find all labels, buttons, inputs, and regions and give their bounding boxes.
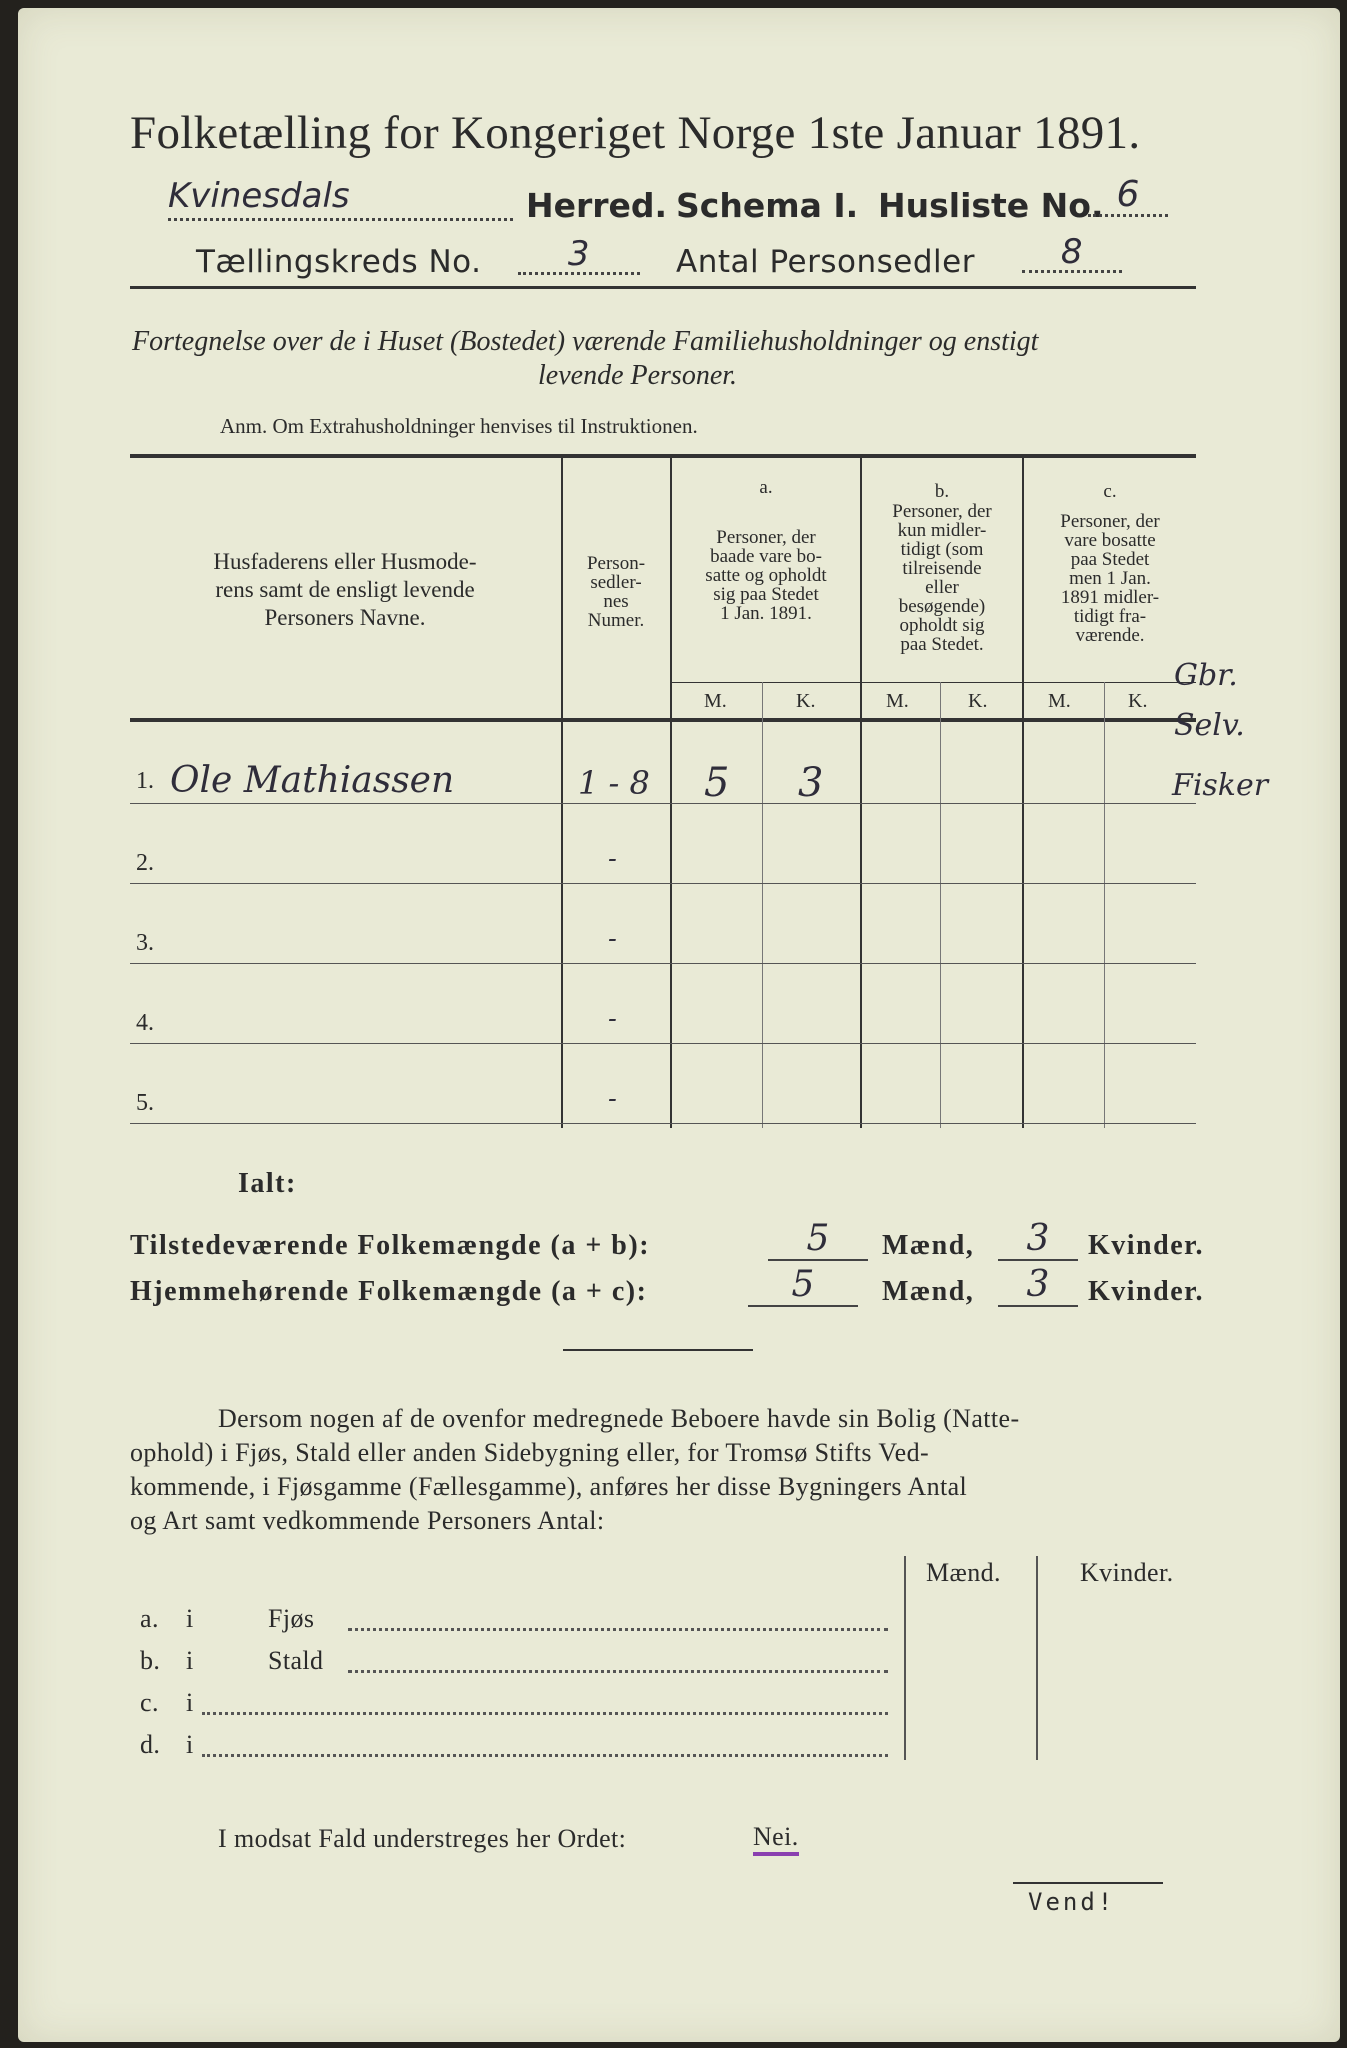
person-name: Ole Mathiassen (170, 760, 455, 801)
paragraph-line1: Dersom nogen af de ovenfor medregnede Beboere havde sin Bolig (Natte- (218, 1404, 1020, 1433)
a-kvinder-value: 3 (798, 760, 824, 806)
modsat-text: I modsat Fald understreges her Ordet: (218, 1824, 627, 1853)
kreds-number: 3 (518, 234, 640, 275)
hjemme-label: Hjemmehørende Folkemængde (a + c): (130, 1276, 648, 1307)
hjemme-maend-value: 5 (748, 1264, 858, 1307)
sedler-range: 1 - 8 (578, 764, 650, 802)
col-b-k: K. (968, 690, 988, 712)
col-c-header: Personer, der vare bosatte paa Stedet men 1 Jan. 1891 midler- tidigt fra- værende. (1060, 511, 1160, 646)
form-title: Folketælling for Kongeriget Norge 1ste Januar 1891. (130, 107, 1141, 159)
col-number-header: Person- sedler- nes Numer. (586, 553, 646, 631)
section-divider (563, 1349, 753, 1351)
paragraph-line4: og Art samt vedkommende Personers Antal: (130, 1506, 605, 1535)
nei-word: Nei. (753, 1822, 799, 1856)
margin-note-gbr: Gbr. (1174, 658, 1238, 693)
paragraph-line3: kommende, i Fjøsgamme (Fællesgamme), anføres her disse Bygningers Antal (130, 1472, 968, 1501)
description-line1: Fortegnelse over de i Huset (Bostedet) værende Familiehusholdninger og enstigt (132, 326, 1039, 357)
paragraph-line2: ophold) i Fjøs, Stald eller anden Sidebygning eller, for Tromsø Stifts Ved- (130, 1438, 930, 1467)
col-c-m: M. (1048, 690, 1071, 712)
col-a-letter: a. (759, 477, 773, 498)
hjemme-kvinder-value: 3 (998, 1264, 1078, 1307)
husliste-number: 6 (1088, 174, 1168, 217)
hjemme-maend-label: Mænd, (882, 1276, 975, 1307)
tilstede-label: Tilstedeværende Folkemængde (a + b): (130, 1230, 651, 1261)
col-b-letter: b. (934, 481, 950, 502)
col-c-k: K. (1128, 690, 1148, 712)
a-maend-value: 5 (704, 760, 730, 806)
tilstede-maend-value: 5 (768, 1218, 868, 1261)
antal-label: Antal Personsedler (676, 244, 975, 280)
col-a-header: Personer, der baade vare bo- satte og opholdt sig paa Stedet 1 Jan. 1891. (705, 527, 827, 624)
col-name-header: Husfaderens eller Husmode- rens samt de ensligt levende Personers Navne. (213, 549, 477, 630)
anm-note: Anm. Om Extrahusholdninger henvises til Instruktionen. (220, 414, 698, 438)
vend-label: Vend! (1028, 1888, 1116, 1916)
herred-name-field: Kvinesdals (168, 176, 513, 221)
census-form-page: Folketælling for Kongeriget Norge 1ste Januar 1891. Kvinesdals Herred. Schema I. Husliste No. 6 Tællingskreds No. 3 Antal Personsedler 8 Fortegnelse over de i Huset (Bostedet) værende Familiehusholdninger og enstigt levende Personer. Anm. Om Extrahusholdninger henvises til Instruktionen. Husfaderens eller Husmode- rens samt de ensligt levende Personers Navne. Person- sedler- nes Numer. a. Personer, der baade vare bo- satte og opholdt sig paa Stedet 1 Jan. 1891. b. Personer, der kun midler- tidigt (som tilreisende eller besøgende) opholdt sig paa Stedet. c. Personer, der vare bosatte paa Stedet men 1 Jan. 1891 midler- tidigt fra- værende. M. K. M. K. M. K. Gbr. Selv. Fisker 1. Ole Mathiassen 1 - 8 5 3 2. - 3. - 4. - 5. - Ialt: Tilstedeværende Folkemængde (a + b): 5 Mænd, 3 Kvinder. Hjemmehørende Folkemængde (a + c): 5 Mænd, 3 Kvinder. Dersom nogen af de ovenfor medregnede Beboere havde sin Bolig (Natte- ophold) i Fjøs, Stald eller anden Sidebygning eller, for Tromsø Stifts Ved- kommende, i Fjøsgamme (Fællesgamme), anføres her disse Bygningers Antal og Art samt vedkommende Personers Antal: Mænd. Kvinder. a. i Fjøs b. i Stald c. i d. i I modsat Fald understreges her Ordet: Nei. Vend! (18, 8, 1340, 2042)
schema-label: Schema I. (676, 186, 859, 225)
kreds-label: Tællingskreds No. (196, 244, 482, 280)
husliste-label: Husliste No. (878, 186, 1104, 225)
buildings-maend-header: Mænd. (926, 1558, 1001, 1587)
col-a-m: M. (704, 690, 727, 712)
col-a-k: K. (796, 690, 816, 712)
col-b-m: M. (886, 690, 909, 712)
margin-note-fisker: Fisker (1172, 768, 1269, 803)
margin-note-selv: Selv. (1174, 708, 1245, 743)
tilstede-maend-label: Mænd, (882, 1230, 975, 1261)
col-c-letter: c. (1103, 481, 1117, 502)
tilstede-kvinder-value: 3 (998, 1218, 1078, 1261)
herred-label: Herred. (526, 186, 668, 225)
tilstede-kvinder-label: Kvinder. (1088, 1230, 1204, 1261)
buildings-kvinder-header: Kvinder. (1080, 1558, 1174, 1587)
header-divider (130, 286, 1196, 289)
col-b-header: Personer, der kun midler- tidigt (som tilreisende eller besøgende) opholdt sig paa Stedet. (892, 501, 992, 655)
hjemme-kvinder-label: Kvinder. (1088, 1276, 1204, 1307)
description-line2: levende Personer. (538, 360, 738, 391)
ialt-label: Ialt: (238, 1168, 297, 1199)
antal-number: 8 (1022, 232, 1122, 273)
